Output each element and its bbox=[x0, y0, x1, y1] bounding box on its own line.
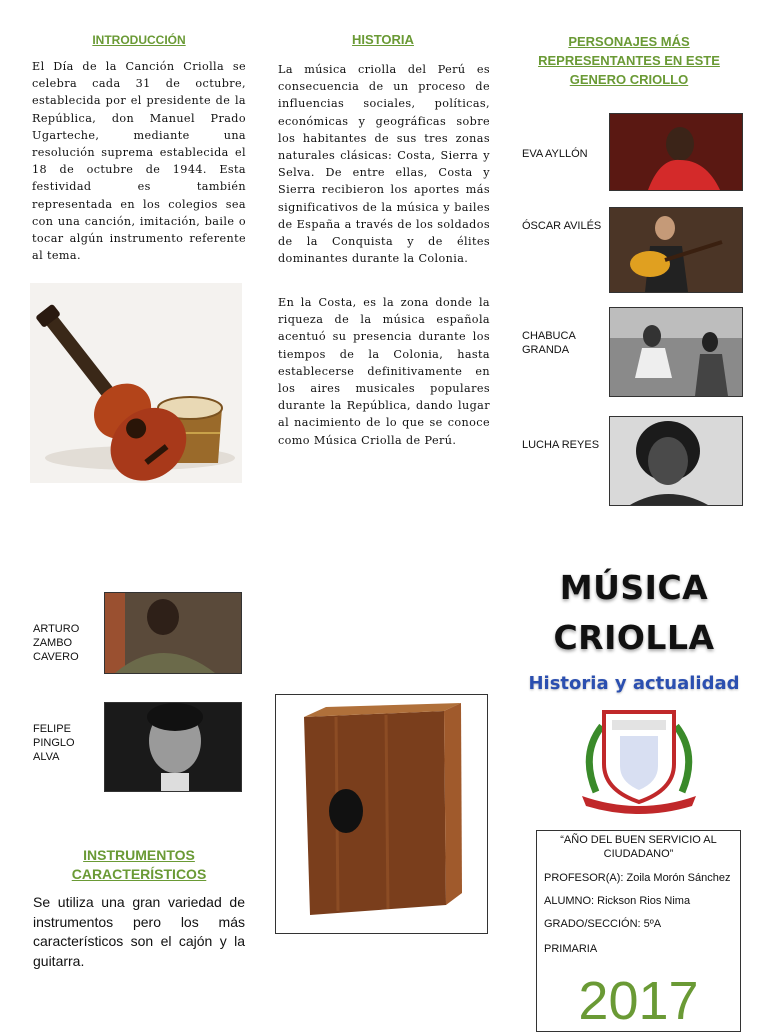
guitar-drums-image bbox=[30, 283, 242, 483]
characters-title: PERSONAJES MÁS REPRESENTANTES EN ESTE GENERO CRIOLLO bbox=[538, 34, 720, 87]
eva-aylon-photo bbox=[609, 113, 743, 191]
cover-title-line1: MÚSICA bbox=[559, 568, 709, 607]
student-line: ALUMNO: Rickson Rios Nima bbox=[544, 895, 691, 907]
oscar-aviles-photo bbox=[609, 207, 743, 293]
instruments-text: Se utiliza una gran variedad de instrumentos pero los más característicos son el cajón y la guitarra. bbox=[33, 894, 245, 969]
cover-title-line2: CRIOLLA bbox=[553, 618, 715, 657]
character-name: EVA AYLLÓN bbox=[522, 148, 588, 160]
intro-text: El Día de la Canción Criolla se celebra cada 31 de octubre, establecida por el presidente de la República, don Manuel Prado Ugarteche, mediante una resolución suprema establecida el 18 de octubre de 1944. Esta festividad es también representada en los colegios sea con una canción, imitación, baile o tocar algún instrumento referente al tema. bbox=[32, 60, 246, 263]
cajon-image bbox=[275, 694, 488, 934]
teacher-line: PROFESOR(A): Zoila Morón Sánchez bbox=[544, 872, 731, 884]
chabuca-granda-photo bbox=[609, 307, 743, 397]
felipe-pinglo-alva-photo bbox=[104, 702, 242, 792]
lucha-reyes-photo bbox=[609, 416, 743, 506]
school-crest-logo bbox=[572, 706, 706, 814]
character-name: ARTURO ZAMBO CAVERO bbox=[33, 623, 80, 663]
intro-title: INTRODUCCIÓN bbox=[92, 33, 186, 47]
motto: “AÑO DEL BUEN SERVICIO AL CIUDADANO” bbox=[560, 834, 717, 860]
history-paragraph-2: En la Costa, es la zona donde la riqueza de la música española acentuó su presencia durante los tiempos de la Colonia, hasta establecerse definitivamente en los aires musicales populares durante la República, dando lugar al nacimiento de lo que se conoce como Música Criolla de Perú. bbox=[278, 296, 490, 447]
cajon-icon bbox=[276, 695, 487, 933]
arturo-zambo-cavero-photo bbox=[104, 592, 242, 674]
history-paragraph-1: La música criolla del Perú es consecuencia de un proceso de influencias sociales, políticas, económicas y geográficas sobre los habitantes de sus tres zonas naturales clásicas: Costa, Sierra y Selva. De entre ellas, Costa y Sierra recibieron los aportes más significativos de la música y bailes de España a través de los soldados de la Conquista y de élites dominantes durante la Colonia. bbox=[278, 63, 490, 266]
character-name: CHABUCA GRANDA bbox=[522, 330, 576, 356]
character-name: LUCHA REYES bbox=[522, 439, 600, 451]
history-title: HISTORIA bbox=[352, 32, 414, 47]
grade-line: GRADO/SECCIÓN: 5ºA bbox=[544, 918, 662, 930]
instruments-title: INSTRUMENTOS CARACTERÍSTICOS bbox=[71, 847, 207, 882]
info-box bbox=[536, 830, 741, 1032]
character-name: FELIPE PINGLO ALVA bbox=[33, 723, 75, 763]
level-line: PRIMARIA bbox=[544, 943, 598, 955]
cover-subtitle: Historia y actualidad bbox=[528, 673, 740, 694]
character-name: ÓSCAR AVILÉS bbox=[522, 220, 602, 232]
year: 2017 bbox=[578, 971, 699, 1031]
